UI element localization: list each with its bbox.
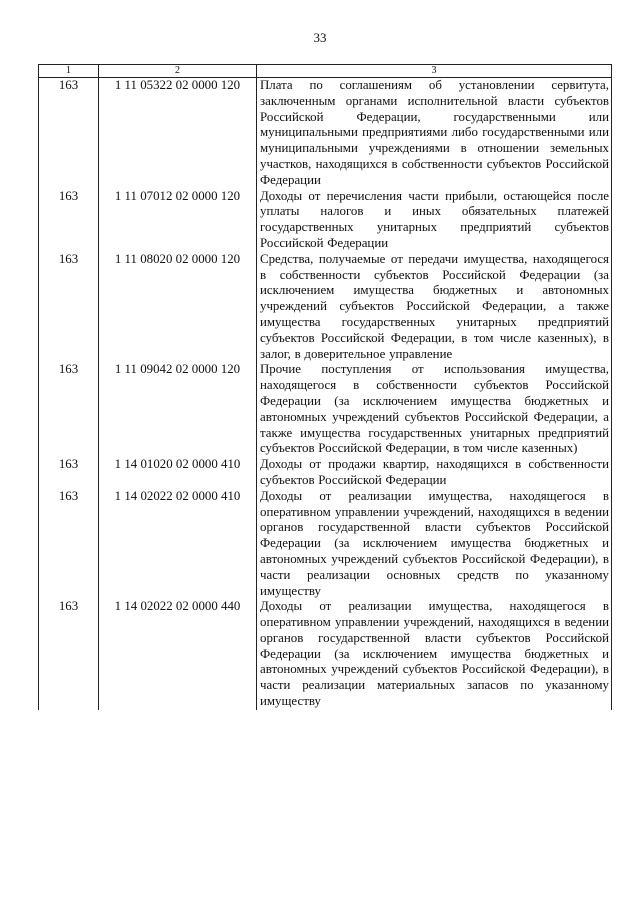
description-cell: Прочие поступления от использования имущества, находящегося в собственности субъектов Российской Федерации (за исключением имущества бюджетных и автономных учреждений субъектов Российской Федерации, а также имущества государственных унитарных предприятий субъектов Российской Федерации, в том числе казенных) xyxy=(257,362,612,457)
admin-code-cell: 163 xyxy=(39,599,99,710)
admin-code-cell: 163 xyxy=(39,252,99,363)
table-row xyxy=(39,189,612,252)
admin-code-cell: 163 xyxy=(39,489,99,600)
admin-code-cell: 163 xyxy=(39,457,99,489)
description-cell: Доходы от реализации имущества, находящегося в оперативном управлении учреждений, находящихся в ведении органов государственной власти субъектов Российской Федерации (за исключением имущества бюджетных и автономных учреждений субъектов Российской Федерации), в части реализации материальных запасов по указанному имуществу xyxy=(257,599,612,710)
kbk-code-cell: 1 14 02022 02 0000 440 xyxy=(99,599,257,710)
admin-code-cell: 163 xyxy=(39,362,99,457)
page-number: 33 xyxy=(313,30,327,45)
kbk-code-cell: 1 11 07012 02 0000 120 xyxy=(99,189,257,252)
table-header-row xyxy=(39,65,612,78)
table-row xyxy=(39,599,612,710)
admin-code-cell: 163 xyxy=(39,78,99,189)
description-cell: Доходы от перечисления части прибыли, остающейся после уплаты налогов и иных обязательных платежей государственных унитарных предприятий субъектов Российской Федерации xyxy=(257,189,612,252)
kbk-code-cell: 1 11 09042 02 0000 120 xyxy=(99,362,257,457)
table-row xyxy=(39,362,612,457)
kbk-code-cell: 1 14 02022 02 0000 410 xyxy=(99,489,257,600)
table-row xyxy=(39,489,612,600)
table-row xyxy=(39,252,612,363)
kbk-code-cell: 1 11 05322 02 0000 120 xyxy=(99,78,257,189)
description-cell: Средства, получаемые от передачи имущества, находящегося в собственности субъектов Российской Федерации (за исключением имущества бюджетных и автономных учреждений субъектов Российской Федерации, а также имущества государственных унитарных предприятий субъектов Российской Федерации, в том числе казенных), в залог, в доверительное управление xyxy=(257,252,612,363)
revenue-codes-table xyxy=(38,64,612,710)
description-cell: Доходы от продажи квартир, находящихся в собственности субъектов Российской Федерации xyxy=(257,457,612,489)
description-cell: Доходы от реализации имущества, находящегося в оперативном управлении учреждений, находящихся в ведении органов государственной власти субъектов Российской Федерации (за исключением имущества бюджетных и автономных учреждений субъектов Российской Федерации), в части реализации основных средств по указанному имуществу xyxy=(257,489,612,600)
admin-code-cell: 163 xyxy=(39,189,99,252)
kbk-code-cell: 1 14 01020 02 0000 410 xyxy=(99,457,257,489)
column-header-3: 3 xyxy=(257,65,612,78)
description-cell: Плата по соглашениям об установлении сервитута, заключенным органами исполнительной власти субъектов Российской Федерации, государственными или муниципальными предприятиями либо государственными или муниципальными учреждениями в отношении земельных участков, находящихся в собственности субъектов Российской Федерации xyxy=(257,78,612,189)
kbk-code-cell: 1 11 08020 02 0000 120 xyxy=(99,252,257,363)
column-header-1: 1 xyxy=(39,65,99,78)
column-header-2: 2 xyxy=(99,65,257,78)
table-row xyxy=(39,457,612,489)
table-row xyxy=(39,78,612,189)
